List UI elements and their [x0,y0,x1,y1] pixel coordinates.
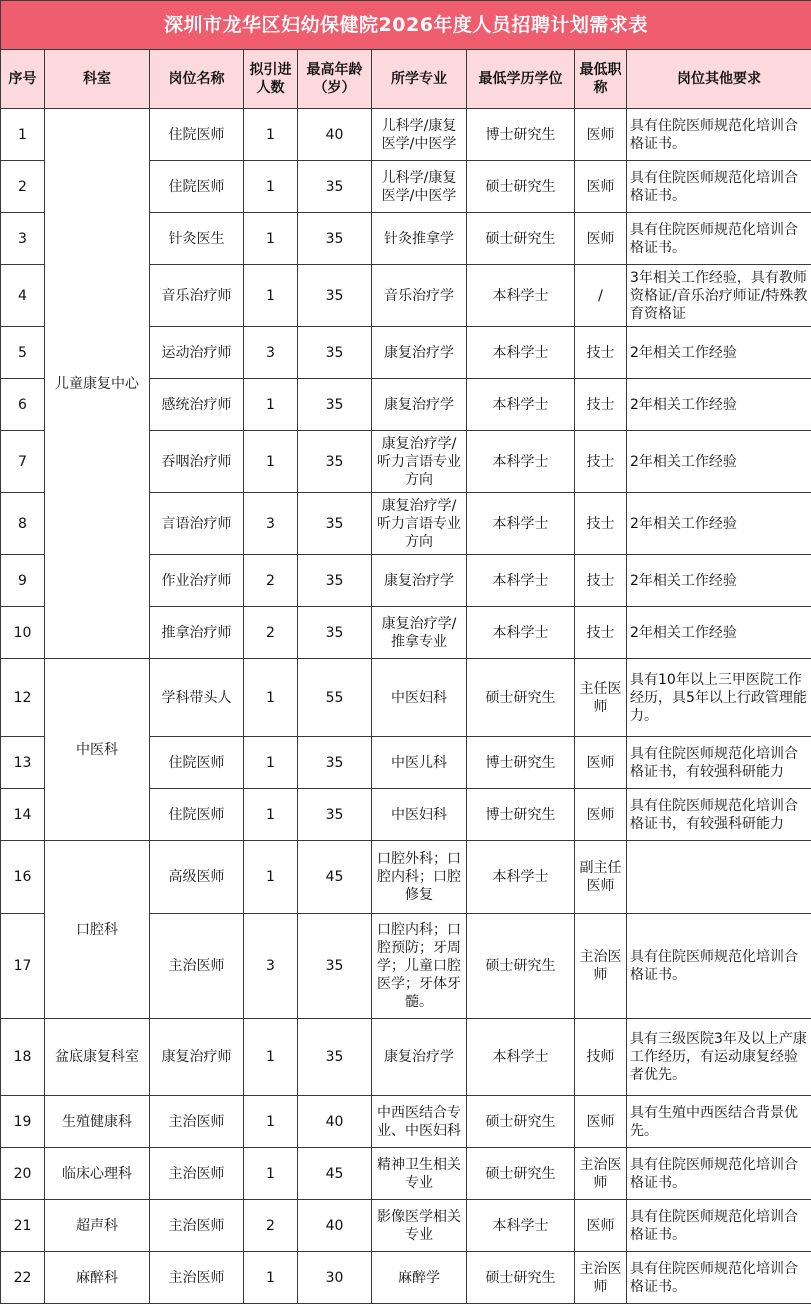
cell-degree: 本科学士 [467,607,575,659]
cell-other: 具有住院医师规范化培训合格证书。 [627,109,811,161]
cell-seq: 9 [1,555,45,607]
header-other: 岗位其他要求 [627,50,811,109]
table-row [1,1019,811,1096]
cell-age: 30 [298,1252,372,1304]
cell-title-level: 主治医师 [575,1148,627,1200]
cell-other: 具有住院医师规范化培训合格证书。 [627,1200,811,1252]
cell-position: 住院医师 [150,789,244,841]
cell-title-level: 技士 [575,327,627,379]
table-body [1,1,811,1304]
cell-seq: 16 [1,841,45,914]
cell-position: 针灸医生 [150,213,244,265]
cell-position: 言语治疗师 [150,493,244,555]
cell-seq: 14 [1,789,45,841]
table-title: 深圳市龙华区妇幼保健院2026年度人员招聘计划需求表 [1,1,811,50]
table-row [1,1200,811,1252]
cell-other: 具有住院医师规范化培训合格证书。 [627,213,811,265]
cell-age: 35 [298,493,372,555]
cell-position: 推拿治疗师 [150,607,244,659]
cell-count: 3 [244,327,298,379]
cell-title-level: 技士 [575,607,627,659]
cell-seq: 2 [1,161,45,213]
cell-position: 康复治疗师 [150,1019,244,1096]
cell-title-level: 技士 [575,431,627,493]
cell-age: 35 [298,213,372,265]
cell-count: 1 [244,737,298,789]
cell-degree: 本科学士 [467,327,575,379]
cell-other [627,841,811,914]
cell-major: 口腔内科；口腔预防；牙周学；儿童口腔医学；牙体牙髓。 [372,914,467,1019]
cell-major: 康复治疗学/听力言语专业方向 [372,431,467,493]
cell-seq: 4 [1,265,45,327]
cell-degree: 本科学士 [467,555,575,607]
cell-age: 35 [298,431,372,493]
cell-age: 40 [298,1096,372,1148]
cell-major: 中医妇科 [372,659,467,737]
cell-age: 35 [298,161,372,213]
cell-title-level: 副主任医师 [575,841,627,914]
cell-age: 45 [298,1148,372,1200]
cell-degree: 本科学士 [467,1200,575,1252]
cell-degree: 硕士研究生 [467,1252,575,1304]
cell-seq: 5 [1,327,45,379]
cell-other: 具有住院医师规范化培训合格证书。 [627,914,811,1019]
cell-major: 康复治疗学 [372,555,467,607]
cell-seq: 19 [1,1096,45,1148]
cell-age: 40 [298,1200,372,1252]
cell-position: 运动治疗师 [150,327,244,379]
cell-age: 45 [298,841,372,914]
cell-title-level: 主治医师 [575,914,627,1019]
cell-degree: 硕士研究生 [467,1096,575,1148]
cell-dept: 口腔科 [45,841,150,1019]
cell-seq: 13 [1,737,45,789]
cell-count: 1 [244,1148,298,1200]
cell-seq: 8 [1,493,45,555]
cell-age: 35 [298,914,372,1019]
cell-major: 儿科学/康复医学/中医学 [372,161,467,213]
cell-seq: 3 [1,213,45,265]
cell-other: 具有住院医师规范化培训合格证书。 [627,1252,811,1304]
cell-degree: 本科学士 [467,1019,575,1096]
cell-degree: 博士研究生 [467,789,575,841]
cell-major: 中西医结合专业、中医妇科 [372,1096,467,1148]
cell-major: 麻醉学 [372,1252,467,1304]
cell-major: 康复治疗学/听力言语专业方向 [372,493,467,555]
header-count: 拟引进人数 [244,50,298,109]
cell-position: 主治医师 [150,914,244,1019]
cell-seq: 7 [1,431,45,493]
cell-major: 中医儿科 [372,737,467,789]
cell-title-level: 医师 [575,1200,627,1252]
cell-other: 具有生殖中西医结合背景优先。 [627,1096,811,1148]
cell-position: 高级医师 [150,841,244,914]
cell-position: 主治医师 [150,1096,244,1148]
cell-age: 35 [298,327,372,379]
cell-count: 2 [244,1200,298,1252]
cell-other: 具有住院医师规范化培训合格证书，有较强科研能力 [627,789,811,841]
cell-count: 1 [244,841,298,914]
header-major: 所学专业 [372,50,467,109]
cell-title-level: 医师 [575,789,627,841]
cell-count: 1 [244,213,298,265]
cell-title-level: 主任医师 [575,659,627,737]
cell-other: 具有三级医院3年及以上产康工作经历，有运动康复经验者优先。 [627,1019,811,1096]
header-age: 最高年龄（岁） [298,50,372,109]
cell-other: 2年相关工作经验 [627,431,811,493]
cell-major: 康复治疗学 [372,327,467,379]
cell-count: 1 [244,789,298,841]
cell-degree: 本科学士 [467,265,575,327]
header-position: 岗位名称 [150,50,244,109]
cell-title-level: 医师 [575,109,627,161]
header-degree: 最低学历学位 [467,50,575,109]
table-row [1,109,811,161]
cell-position: 学科带头人 [150,659,244,737]
cell-title-level: 技师 [575,1019,627,1096]
cell-major: 口腔外科；口腔内科；口腔修复 [372,841,467,914]
table-row [1,659,811,737]
cell-title-level: 医师 [575,1096,627,1148]
cell-title-level: 技士 [575,493,627,555]
cell-major: 影像医学相关专业 [372,1200,467,1252]
cell-degree: 硕士研究生 [467,161,575,213]
cell-other: 2年相关工作经验 [627,493,811,555]
cell-count: 3 [244,914,298,1019]
cell-age: 35 [298,265,372,327]
cell-degree: 本科学士 [467,493,575,555]
cell-major: 康复治疗学/推拿专业 [372,607,467,659]
cell-degree: 本科学士 [467,841,575,914]
cell-title-level: 医师 [575,161,627,213]
cell-seq: 17 [1,914,45,1019]
header-seq: 序号 [1,50,45,109]
cell-position: 住院医师 [150,109,244,161]
cell-degree: 硕士研究生 [467,213,575,265]
cell-degree: 博士研究生 [467,109,575,161]
cell-seq: 1 [1,109,45,161]
cell-title-level: 医师 [575,213,627,265]
table-row [1,1096,811,1148]
cell-degree: 硕士研究生 [467,659,575,737]
cell-position: 住院医师 [150,737,244,789]
cell-dept: 盆底康复科室 [45,1019,150,1096]
cell-count: 1 [244,1096,298,1148]
cell-degree: 本科学士 [467,431,575,493]
cell-dept: 麻醉科 [45,1252,150,1304]
table-row [1,1252,811,1304]
cell-title-level: 医师 [575,737,627,789]
cell-age: 35 [298,379,372,431]
cell-dept: 生殖健康科 [45,1096,150,1148]
cell-dept: 中医科 [45,659,150,841]
cell-count: 1 [244,161,298,213]
cell-position: 主治医师 [150,1148,244,1200]
cell-title-level: / [575,265,627,327]
cell-position: 主治医师 [150,1200,244,1252]
cell-title-level: 主治医师 [575,1252,627,1304]
cell-count: 1 [244,379,298,431]
cell-age: 35 [298,789,372,841]
cell-seq: 6 [1,379,45,431]
cell-count: 1 [244,659,298,737]
cell-position: 作业治疗师 [150,555,244,607]
cell-seq: 22 [1,1252,45,1304]
table-row [1,841,811,914]
title-row [1,1,811,50]
cell-seq: 18 [1,1019,45,1096]
cell-position: 感统治疗师 [150,379,244,431]
cell-count: 2 [244,555,298,607]
cell-age: 35 [298,737,372,789]
cell-title-level: 技士 [575,555,627,607]
table-row [1,1148,811,1200]
cell-other: 2年相关工作经验 [627,555,811,607]
cell-count: 3 [244,493,298,555]
cell-other: 2年相关工作经验 [627,379,811,431]
cell-other: 具有住院医师规范化培训合格证书，有较强科研能力 [627,737,811,789]
cell-other: 2年相关工作经验 [627,607,811,659]
cell-major: 针灸推拿学 [372,213,467,265]
cell-age: 35 [298,1019,372,1096]
cell-seq: 10 [1,607,45,659]
cell-seq: 21 [1,1200,45,1252]
cell-major: 精神卫生相关专业 [372,1148,467,1200]
cell-age: 40 [298,109,372,161]
cell-age: 35 [298,607,372,659]
cell-position: 音乐治疗师 [150,265,244,327]
cell-dept: 超声科 [45,1200,150,1252]
cell-count: 1 [244,265,298,327]
cell-count: 2 [244,607,298,659]
header-title-level: 最低职称 [575,50,627,109]
cell-dept: 儿童康复中心 [45,109,150,659]
cell-count: 1 [244,1252,298,1304]
cell-position: 主治医师 [150,1252,244,1304]
cell-count: 1 [244,1019,298,1096]
cell-major: 音乐治疗学 [372,265,467,327]
cell-count: 1 [244,431,298,493]
cell-position: 吞咽治疗师 [150,431,244,493]
cell-other: 具有住院医师规范化培训合格证书。 [627,161,811,213]
cell-other: 2年相关工作经验 [627,327,811,379]
cell-degree: 硕士研究生 [467,1148,575,1200]
cell-title-level: 技士 [575,379,627,431]
cell-major: 康复治疗学 [372,1019,467,1096]
cell-position: 住院医师 [150,161,244,213]
header-row [1,50,811,109]
cell-degree: 博士研究生 [467,737,575,789]
cell-seq: 12 [1,659,45,737]
cell-age: 55 [298,659,372,737]
cell-other: 具有10年以上三甲医院工作经历，具5年以上行政管理能力。 [627,659,811,737]
cell-major: 儿科学/康复医学/中医学 [372,109,467,161]
cell-dept: 临床心理科 [45,1148,150,1200]
cell-count: 1 [244,109,298,161]
header-dept: 科室 [45,50,150,109]
cell-other: 具有住院医师规范化培训合格证书。 [627,1148,811,1200]
cell-degree: 硕士研究生 [467,914,575,1019]
cell-other: 3年相关工作经验，具有教师资格证/音乐治疗师证/特殊教育资格证 [627,265,811,327]
cell-degree: 本科学士 [467,379,575,431]
cell-age: 35 [298,555,372,607]
cell-seq: 20 [1,1148,45,1200]
cell-major: 康复治疗学 [372,379,467,431]
cell-major: 中医妇科 [372,789,467,841]
